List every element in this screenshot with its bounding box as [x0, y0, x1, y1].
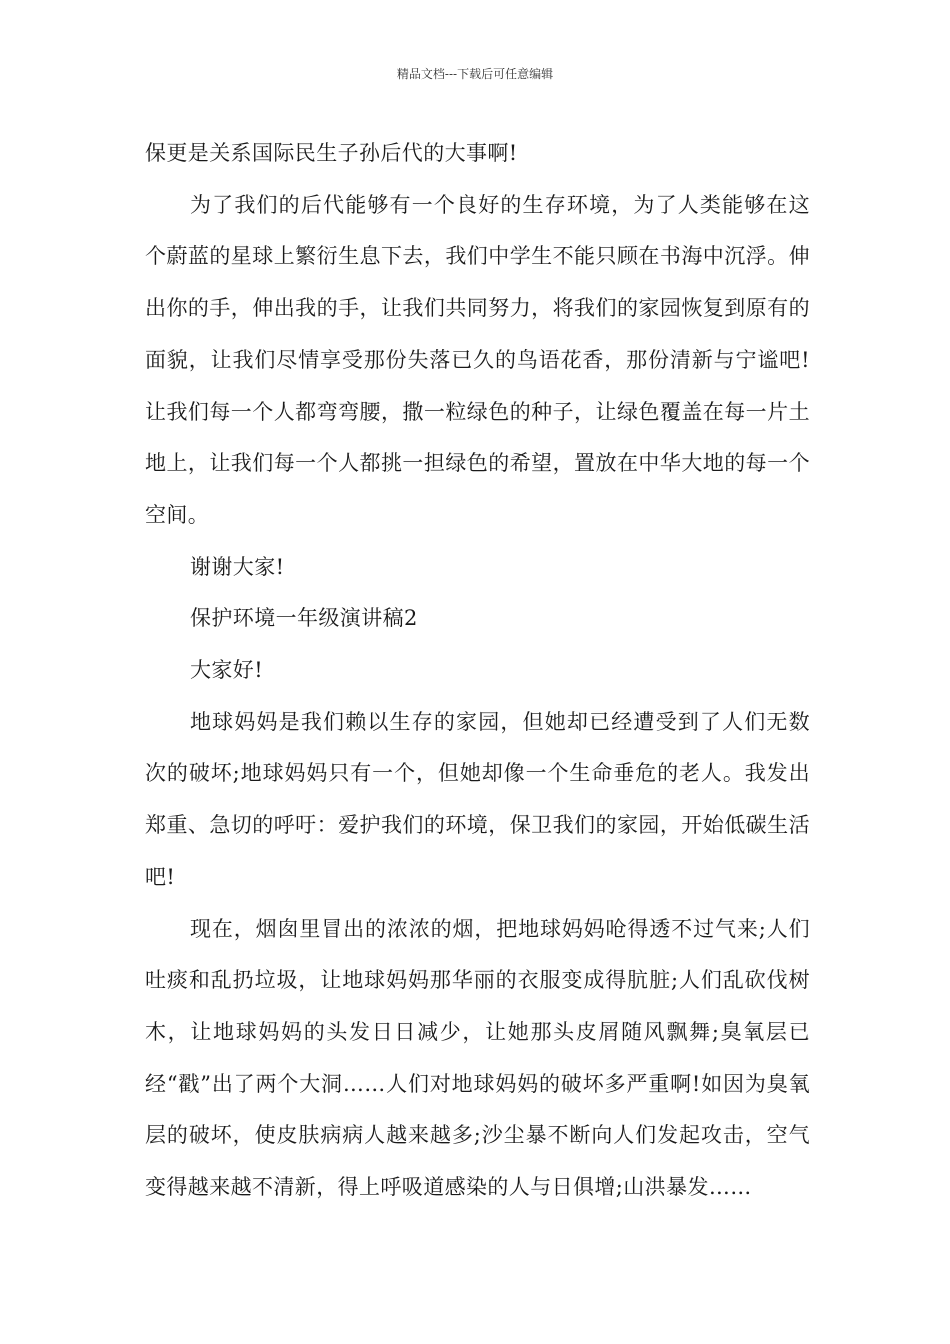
document-body: [145, 128, 810, 1214]
paragraph: 为了我们的后代能够有一个良好的生存环境，为了人类能够在这个蔚蓝的星球上繁衍生息下去，我们中学生不能只顾在书海中沉浮。伸出你的手，伸出我的手，让我们共同努力，将我们的家园恢复到原有的面貌，让我们尽情享受那份失落已久的鸟语花香，那份清新与宁谧吧!让我们每一个人都弯弯腰，撒一粒绿色的种子，让绿色覆盖在每一片土地上，让我们每一个人都挑一担绿色的希望，置放在中华大地的每一个空间。: [145, 192, 810, 527]
paragraph: 地球妈妈是我们赖以生存的家园，但她却已经遭受到了人们无数次的破坏;地球妈妈只有一个，但她却像一个生命垂危的老人。我发出郑重、急切的呼吁：爱护我们的环境，保卫我们的家园，开始低碳生活吧!: [145, 709, 810, 889]
paragraph-continued: 保更是关系国际民生子孙后代的大事啊!: [145, 141, 518, 165]
section-title: 保护环境一年级演讲稿2: [190, 606, 418, 631]
greeting: 大家好!: [190, 658, 264, 683]
page-header: 精品文档---下载后可任意编辑: [396, 67, 554, 81]
paragraph-thanks: 谢谢大家!: [190, 554, 285, 579]
paragraph: 现在，烟囱里冒出的浓浓的烟，把地球妈妈呛得透不过气来;人们吐痰和乱扔垃圾，让地球妈妈那华丽的衣服变成得肮脏;人们乱砍伐树木，让地球妈妈的头发日日减少，让她那头皮屑随风飘舞;臭氧层已经“戳”出了两个大洞……人们对地球妈妈的破坏多严重啊!如因为臭氧层的破坏，使皮肤病病人越来越多;沙尘暴不断向人们发起攻击，空气变得越来越不清新，得上呼吸道感染的人与日俱增;山洪暴发……: [145, 916, 810, 1200]
